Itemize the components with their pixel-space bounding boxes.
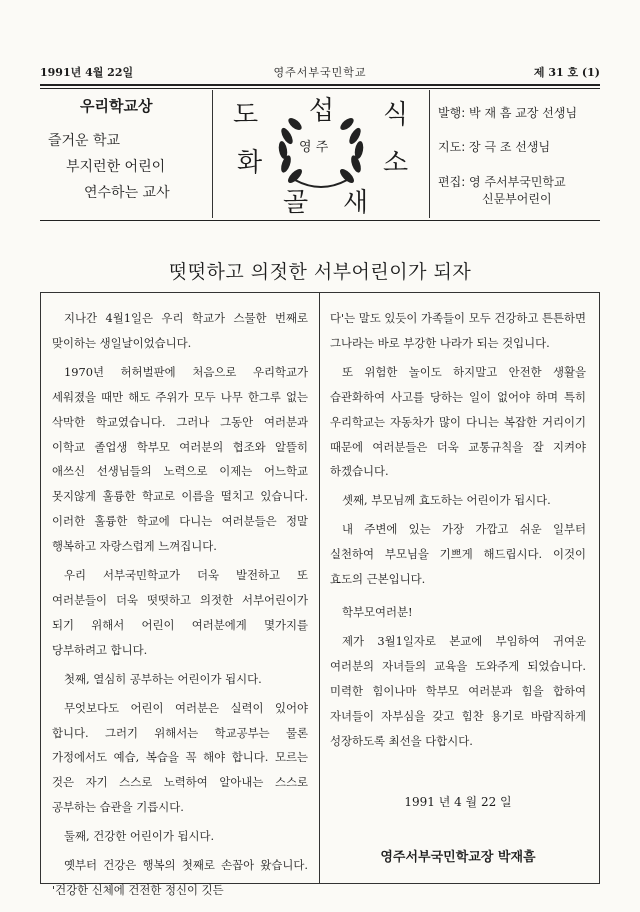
issue-date: 1991년 4월 22일: [40, 66, 134, 79]
paragraph: 우리 서부국민학교가 더욱 발전하고 또 여러분들이 더욱 떳떳하고 의젓한 서부어린이가 되기 위해서 어린이 여러분에게 몇가지를 당부하려고 합니다.: [52, 568, 308, 657]
logo-region: 영 주: [299, 140, 329, 155]
motto-line: 부지런한 어린이: [66, 159, 166, 175]
article-signature: 영주서부국민학교장 박재흠: [380, 850, 536, 865]
paragraph: 다'는 말도 있듯이 가족들이 모두 건강하고 튼튼하면 그나라는 바로 부강한 나라가 되는 것입니다.: [330, 311, 586, 350]
paragraph: 셋째, 부모님께 효도하는 어린이가 됩시다.: [342, 493, 551, 508]
paragraph: 무엇보다도 어린이 여러분은 실력이 있어야 합니다. 그러기 위해서는 학교공부는 물론 가정에서도 예습, 복습을 꼭 해야 합니다. 모르는 것은 자기 스스로 노력하여 알아내는 스스로 공부하는 습관을 기릅시다.: [52, 700, 308, 815]
logo-char: 식: [383, 100, 409, 130]
paragraph: 제가 3월1일자로 본교에 부임하여 귀여운 여러분의 자녀들의 교육을 도와주게 되었습니다. 미력한 힘이나마 학부모 여러분과 힘을 합하여 자녀들이 자부심을 갖고 힘찬 용기로 바람직하게 성장하도록 최선을 다합시다.: [330, 633, 586, 748]
publisher-label: 발행: [438, 106, 462, 120]
issue-number: 제 31 호 (1): [533, 66, 600, 79]
paragraph: 옛부터 건강은 행복의 첫째로 손꼽아 왔습니다. '건강한 신체에 건전한 정신이 깃든: [52, 858, 308, 897]
masthead: [40, 90, 600, 220]
paragraph: 첫째, 열심히 공부하는 어린이가 됩시다.: [64, 671, 262, 686]
paragraph: 1970년 허허벌판에 처음으로 우리학교가 세워졌을 때만 해도 주위가 모두 나무 한그루 없는 삭막한 학교였습니다. 그러나 그동안 여러분과 이학교 졸업생 학부모 여러분의 협조와 알뜰히 애쓰신 선생님들의 노력으로 이제는 어느학교 못지않게 훌륭한 학교로 이름을 떨치고 있습니다. 이러한 훌륭한 학교에 다니는 여러분들은 정말 행복하고 자랑스럽게 느껴집니다.: [52, 364, 308, 554]
motto-line: 즐거운 학교: [48, 133, 121, 149]
motto-line: 연수하는 교사: [84, 185, 170, 201]
header-bar: [40, 64, 600, 82]
salutation: 학부모여러분!: [342, 604, 413, 619]
advisor-row: 지도: 장 극 조 선생님: [438, 140, 551, 154]
logo-char: 소: [383, 148, 409, 178]
column-divider: [319, 292, 320, 884]
article-column-right: [330, 306, 586, 757]
publisher-row: 발행: 박 재 흠 교장 선생님: [438, 106, 578, 120]
newspaper-logo: [212, 90, 430, 218]
paragraph: 또 위험한 놀이도 하지말고 안전한 생활을 습관화하여 사고를 당하는 일이 없어야 하며 특히 우리학교는 자동차가 많이 다니는 복잡한 거리이기 때문에 여러분들은 더욱 교통규칙을 잘 지켜야 하겠습니다.: [330, 364, 586, 479]
logo-char: 도: [233, 100, 259, 130]
school-motto: [40, 90, 212, 220]
logo-char: 화: [237, 148, 263, 178]
logo-char: 섭: [309, 96, 335, 126]
editor-line: 신문부어린이: [482, 192, 552, 206]
article-column-left: [52, 306, 308, 907]
masthead-rule: [40, 220, 600, 221]
logo-char: 새: [343, 188, 369, 218]
editor-row: 편집: 영 주서부국민학교 신문부어린이: [438, 175, 566, 206]
paragraph: 둘째, 건강한 어린이가 됩시다.: [64, 829, 215, 844]
editor-line: 영 주서부국민학교: [469, 175, 566, 189]
motto-title: 우리학교상: [80, 97, 153, 115]
article-headline: 떳떳하고 의젓한 서부어린이가 되자: [168, 261, 472, 283]
advisor-name: 장 극 조 선생님: [469, 140, 551, 154]
advisor-label: 지도: [438, 140, 462, 154]
publication-info: [432, 90, 600, 220]
header-rule-thin: [40, 88, 600, 89]
header-rule-thick: [40, 84, 600, 86]
paragraph: 내 주변에 있는 가장 가깝고 쉬운 일부터 실천하여 부모님을 기쁘게 해드립시다. 이것이 효도의 근본입니다.: [330, 522, 586, 587]
logo-char: 골: [283, 188, 309, 218]
publisher-name: 박 재 흠 교장 선생님: [469, 106, 578, 120]
school-name: 영주서부국민학교: [273, 66, 367, 79]
editor-label: 편집: [438, 175, 462, 189]
paragraph: 지나간 4월1일은 우리 학교가 스물한 번째로 맞이하는 생일날이었습니다.: [52, 311, 308, 350]
article-date: 1991 년 4 월 22 일: [404, 795, 512, 809]
